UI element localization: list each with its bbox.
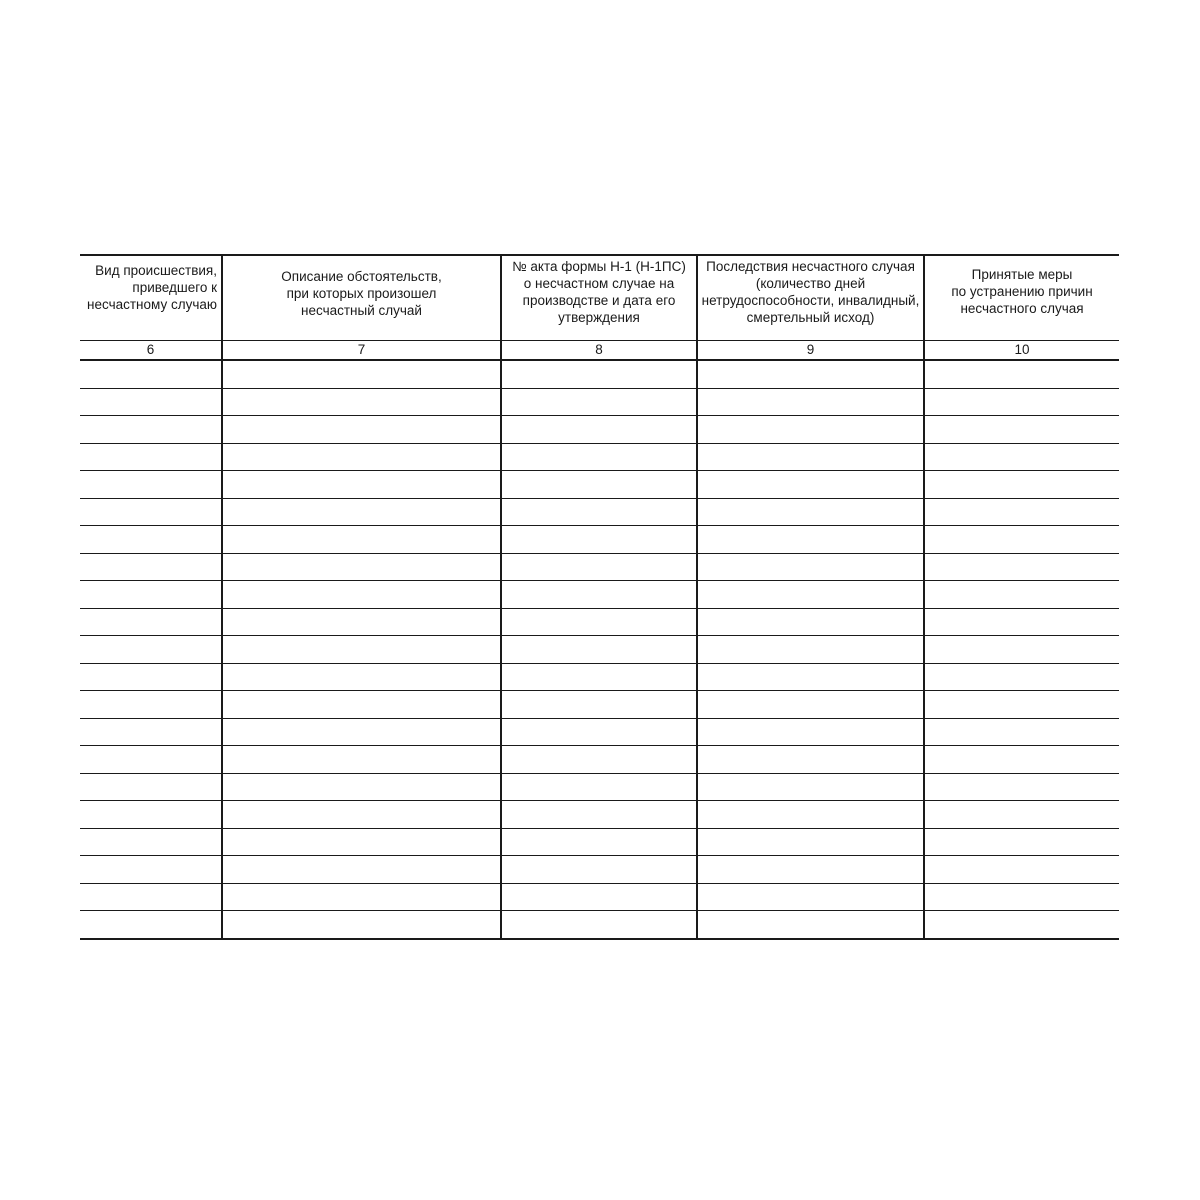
table-cell[interactable] [697,911,924,939]
table-cell[interactable] [924,388,1119,416]
table-cell[interactable] [80,526,222,554]
table-cell[interactable] [80,360,222,388]
table-cell[interactable] [222,498,501,526]
table-row [80,608,1119,636]
table-cell[interactable] [924,663,1119,691]
table-row [80,388,1119,416]
table-cell[interactable] [924,911,1119,939]
table-cell[interactable] [222,608,501,636]
table-cell[interactable] [501,883,697,911]
table-cell[interactable] [222,883,501,911]
table-cell[interactable] [222,828,501,856]
table-cell[interactable] [501,388,697,416]
table-row [80,773,1119,801]
column-number: 10 [924,341,1119,361]
table-cell[interactable] [924,360,1119,388]
header-incident-type: Вид происшествия, приведшего к несчастному случаю [80,255,222,341]
table-cell[interactable] [697,526,924,554]
table-cell[interactable] [222,443,501,471]
table-cell[interactable] [80,553,222,581]
table-cell[interactable] [501,443,697,471]
table-cell[interactable] [924,443,1119,471]
table-cell[interactable] [80,388,222,416]
table-cell[interactable] [697,883,924,911]
table-cell[interactable] [501,746,697,774]
column-number-row [80,341,1119,361]
column-number: 6 [80,341,222,361]
table-row [80,581,1119,609]
table-cell[interactable] [80,883,222,911]
table-cell[interactable] [924,883,1119,911]
table-cell[interactable] [501,471,697,499]
table-cell[interactable] [80,416,222,444]
table-cell[interactable] [924,801,1119,829]
table-row [80,746,1119,774]
table-cell[interactable] [924,718,1119,746]
table-cell[interactable] [501,856,697,884]
table-cell[interactable] [924,856,1119,884]
table-cell[interactable] [501,553,697,581]
table-row [80,828,1119,856]
table-cell[interactable] [501,828,697,856]
table-cell[interactable] [697,498,924,526]
table-cell[interactable] [222,416,501,444]
table-row [80,471,1119,499]
table-row [80,526,1119,554]
table-row [80,718,1119,746]
table-row [80,360,1119,388]
table-cell[interactable] [501,608,697,636]
header-consequences: Последствия несчастного случая (количество дней нетрудоспособности, инвалидный, смертельный исход) [697,255,924,341]
column-number: 9 [697,341,924,361]
table-cell[interactable] [697,553,924,581]
table-cell[interactable] [697,801,924,829]
column-number: 8 [501,341,697,361]
table-cell[interactable] [924,773,1119,801]
table-cell[interactable] [80,581,222,609]
table-cell[interactable] [80,801,222,829]
table-cell[interactable] [222,471,501,499]
table-cell[interactable] [501,691,697,719]
table-cell[interactable] [924,498,1119,526]
table-cell[interactable] [222,663,501,691]
table-cell[interactable] [222,691,501,719]
table-cell[interactable] [501,526,697,554]
table-cell[interactable] [697,581,924,609]
table-cell[interactable] [80,856,222,884]
table-body [80,360,1119,939]
table-cell[interactable] [501,663,697,691]
table-cell[interactable] [697,663,924,691]
table-cell[interactable] [80,663,222,691]
table-cell[interactable] [501,773,697,801]
table-cell[interactable] [697,608,924,636]
table-row [80,801,1119,829]
table-row [80,416,1119,444]
table-cell[interactable] [924,471,1119,499]
header-measures-taken: Принятые меры по устранению причин несчастного случая [924,255,1119,341]
table-cell[interactable] [501,636,697,664]
table-cell[interactable] [501,360,697,388]
table-cell[interactable] [697,746,924,774]
table-cell[interactable] [222,636,501,664]
table-cell[interactable] [80,443,222,471]
table-cell[interactable] [222,773,501,801]
table-header-row [80,255,1119,341]
table-cell[interactable] [501,416,697,444]
table-row [80,856,1119,884]
table-cell[interactable] [924,581,1119,609]
header-circumstances-description: Описание обстоятельств, при которых произошел несчастный случай [222,255,501,341]
table-cell[interactable] [222,746,501,774]
table-row [80,553,1119,581]
table-cell[interactable] [697,443,924,471]
table-cell[interactable] [222,360,501,388]
table-cell[interactable] [80,828,222,856]
table-row [80,691,1119,719]
table-cell[interactable] [222,553,501,581]
table-cell[interactable] [80,608,222,636]
table-cell[interactable] [80,471,222,499]
table-row [80,443,1119,471]
table-cell[interactable] [222,526,501,554]
table-cell[interactable] [697,856,924,884]
table-cell[interactable] [697,773,924,801]
table-cell[interactable] [924,636,1119,664]
table-row [80,883,1119,911]
table-cell[interactable] [924,416,1119,444]
table-cell[interactable] [501,801,697,829]
table-cell[interactable] [924,608,1119,636]
table-cell[interactable] [697,718,924,746]
table-cell[interactable] [80,498,222,526]
table-cell[interactable] [697,691,924,719]
table-row [80,911,1119,939]
table-cell[interactable] [80,691,222,719]
table-cell[interactable] [80,911,222,939]
table-cell[interactable] [80,773,222,801]
header-act-number-and-date: № акта формы Н-1 (Н-1ПС) о несчастном случае на производстве и дата его утверждения [501,255,697,341]
table-cell[interactable] [697,388,924,416]
table-cell[interactable] [222,856,501,884]
table-cell[interactable] [501,581,697,609]
table-cell[interactable] [222,718,501,746]
table-cell[interactable] [222,581,501,609]
table-cell[interactable] [80,718,222,746]
table-cell[interactable] [80,746,222,774]
table-cell[interactable] [501,911,697,939]
table-cell[interactable] [222,388,501,416]
table-cell[interactable] [222,801,501,829]
table-cell[interactable] [80,636,222,664]
table-cell[interactable] [924,691,1119,719]
column-number: 7 [222,341,501,361]
table-cell[interactable] [501,498,697,526]
table-row [80,636,1119,664]
table-cell[interactable] [697,416,924,444]
table-cell[interactable] [697,471,924,499]
table-cell[interactable] [222,911,501,939]
table-cell[interactable] [697,636,924,664]
table-row [80,498,1119,526]
table-cell[interactable] [697,360,924,388]
table-cell[interactable] [697,828,924,856]
table-cell[interactable] [924,553,1119,581]
table-cell[interactable] [501,718,697,746]
table-cell[interactable] [924,746,1119,774]
table-cell[interactable] [924,526,1119,554]
table-row [80,663,1119,691]
accident-journal-table [80,254,1119,940]
table-cell[interactable] [924,828,1119,856]
